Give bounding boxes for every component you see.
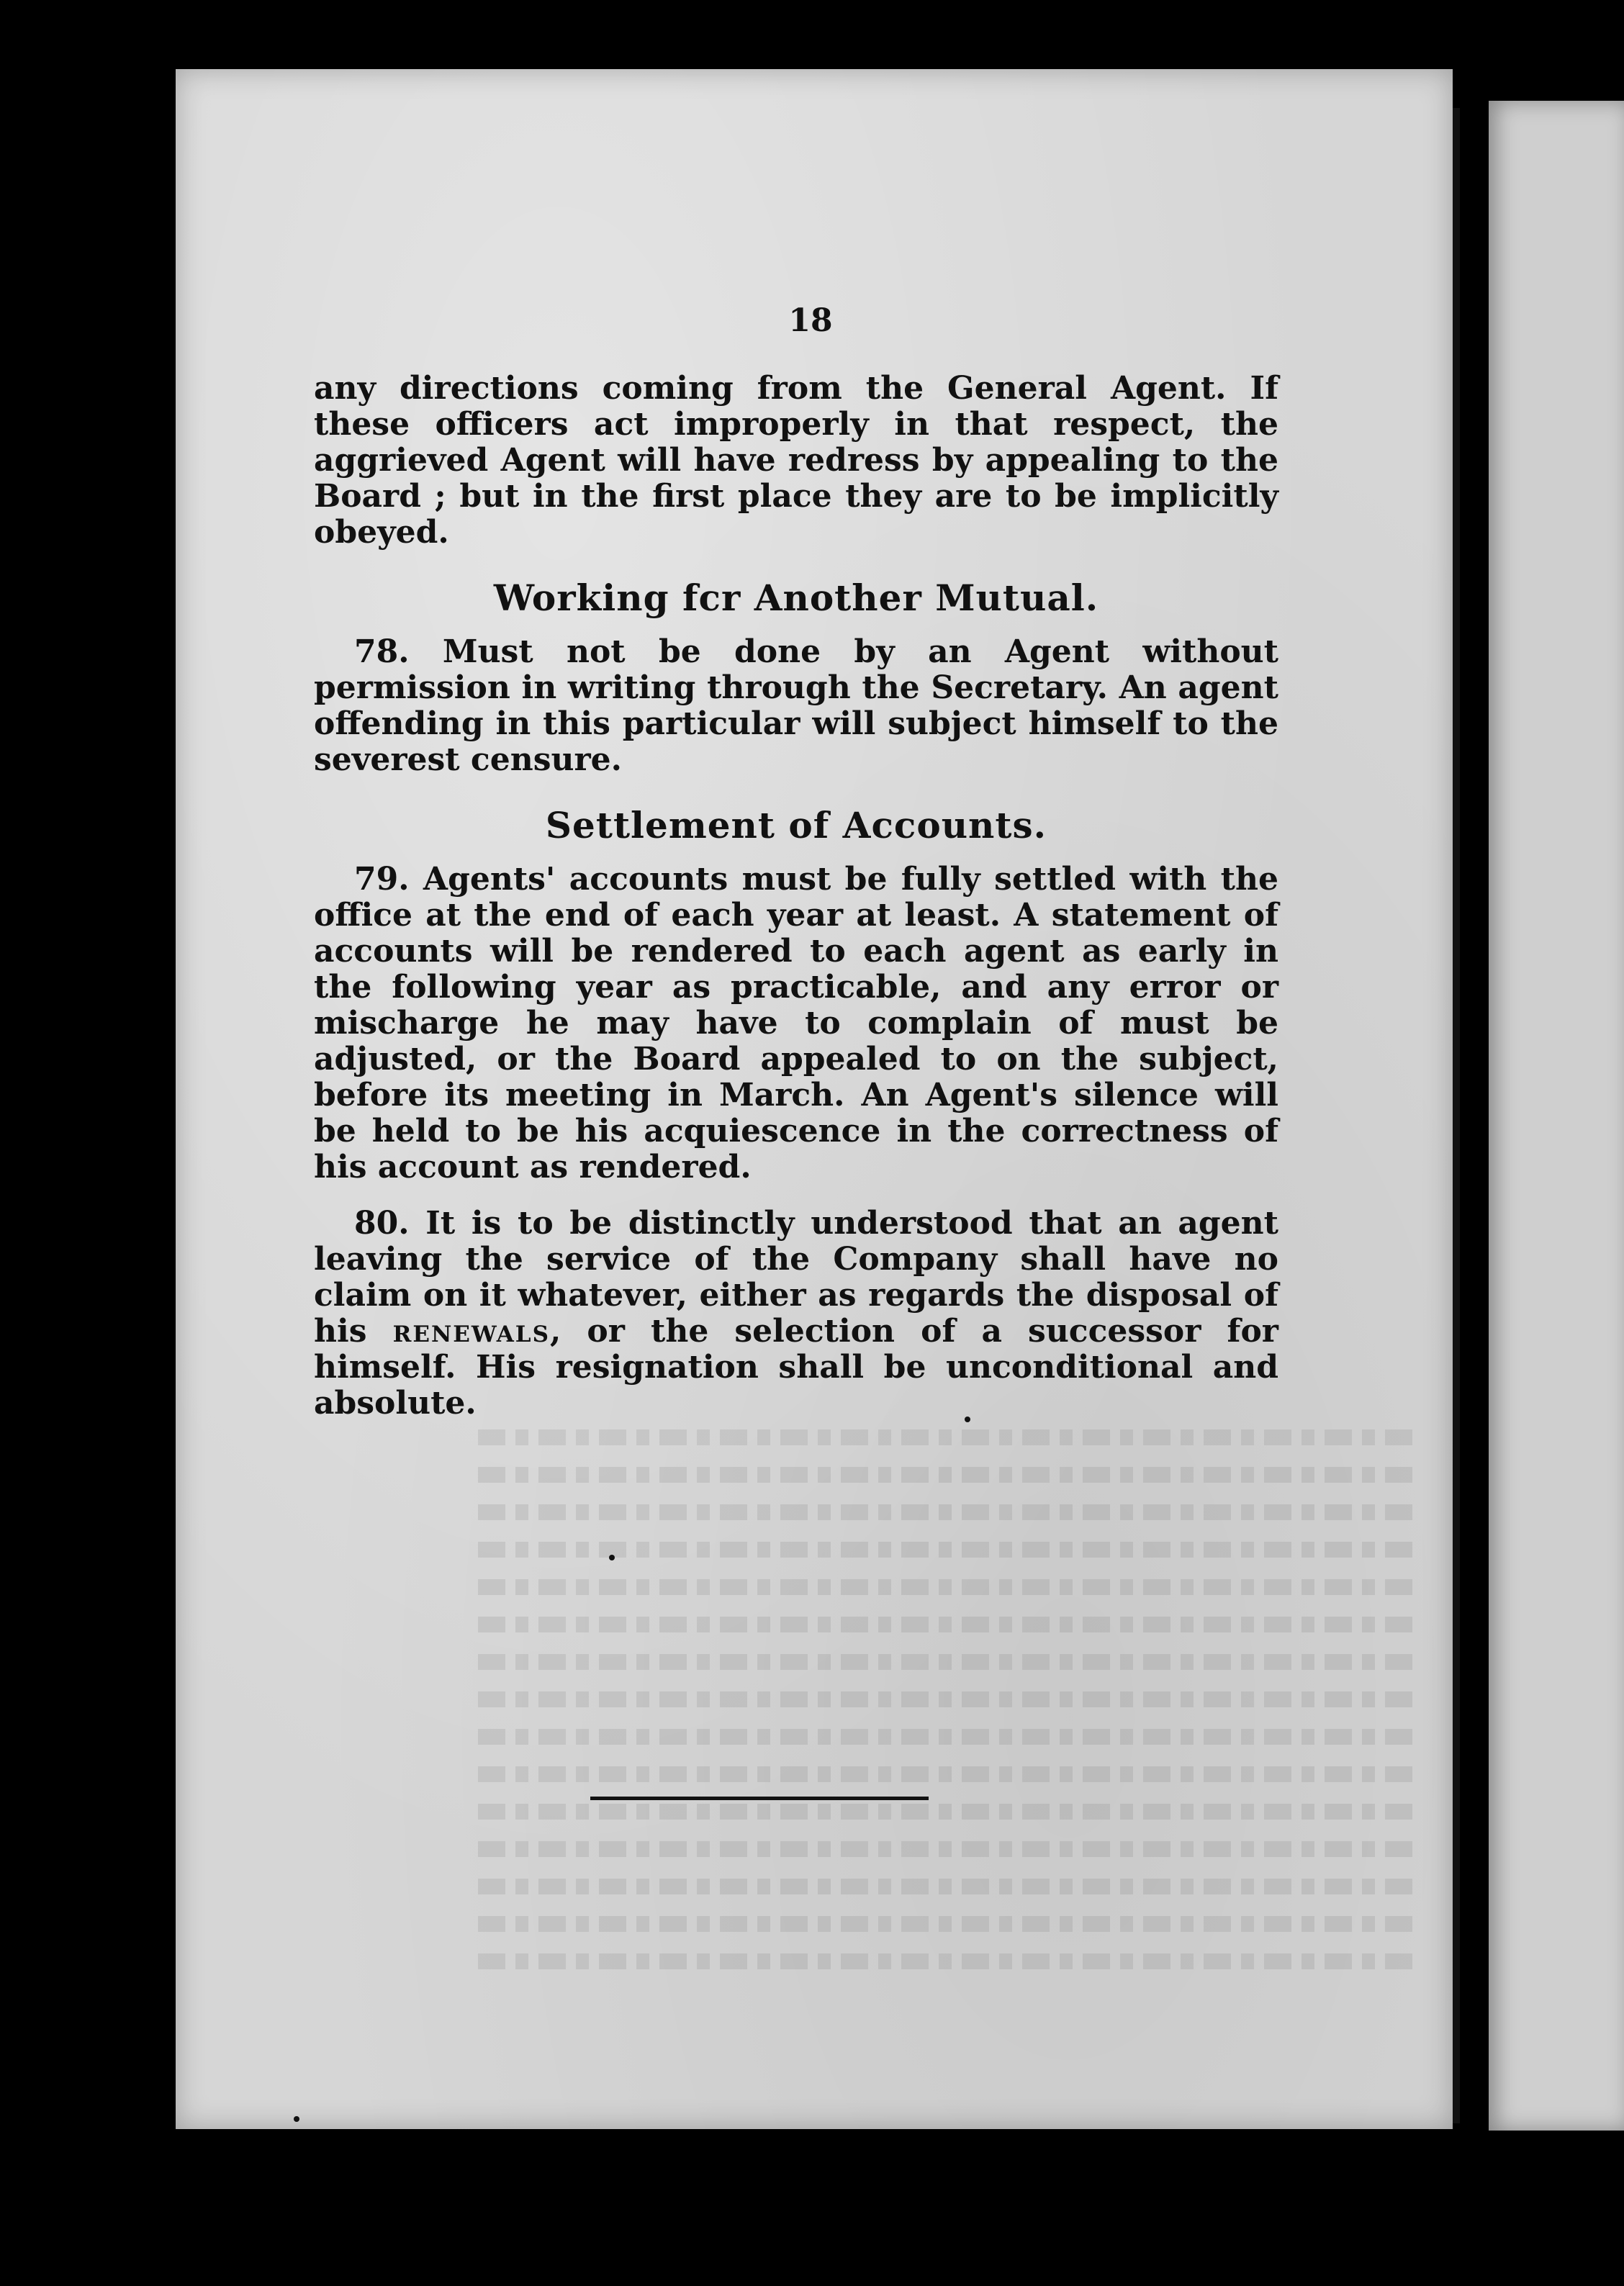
heading-working-for-another-mutual: Working fcr Another Mutual.: [493, 577, 1099, 619]
page-gutter: [1453, 108, 1460, 2123]
page-number: 18: [788, 302, 833, 339]
paragraph-79: 79. Agents' accounts must be fully settled with the office at the end of each year at least. A statement of accounts will be rendered to each agent as early in the following year as practicable, and any error or mischarge he may have to complain of must be adjusted, or the Board appealed to on the subject, before its meeting in March. An Agent's silence will be held to be his acquiescence in the correctness of his account as rendered.: [314, 861, 1278, 1185]
paragraph-80-part-2: , or the selection of a successor for himself. His resignation shall be unconditional and absolute.: [314, 1313, 1278, 1422]
intro-paragraph: any directions coming from the General Agent. If these officers act improperly in that respect, the aggrieved Agent will have redress by appealing to the Board ; but in the first place they are to be implicitly obeyed.: [314, 370, 1278, 551]
ink-speck: [965, 1417, 970, 1422]
page-text-block: [314, 302, 1278, 1422]
paragraph-80-part-1: 80. It is to be distinctly understood that an agent leaving the service of the Company shall have no claim on it whatever, either as regards the disposal of his: [314, 1205, 1278, 1350]
paragraph-78: 78. Must not be done by an Agent without permission in writing through the Secretary. An agent offending in this particular will subject himself to the severest censure.: [314, 633, 1278, 778]
ink-speck: [294, 2116, 299, 2122]
renewals-smallcaps: renewals: [392, 1313, 550, 1350]
paragraph-80: [314, 1206, 1278, 1422]
heading-settlement-of-accounts: Settlement of Accounts.: [545, 804, 1047, 846]
closing-rule: [590, 1797, 929, 1800]
adjacent-page-edge: [1489, 101, 1624, 2131]
bleed-through-text: [478, 1408, 1414, 2128]
ink-speck: [609, 1555, 615, 1560]
